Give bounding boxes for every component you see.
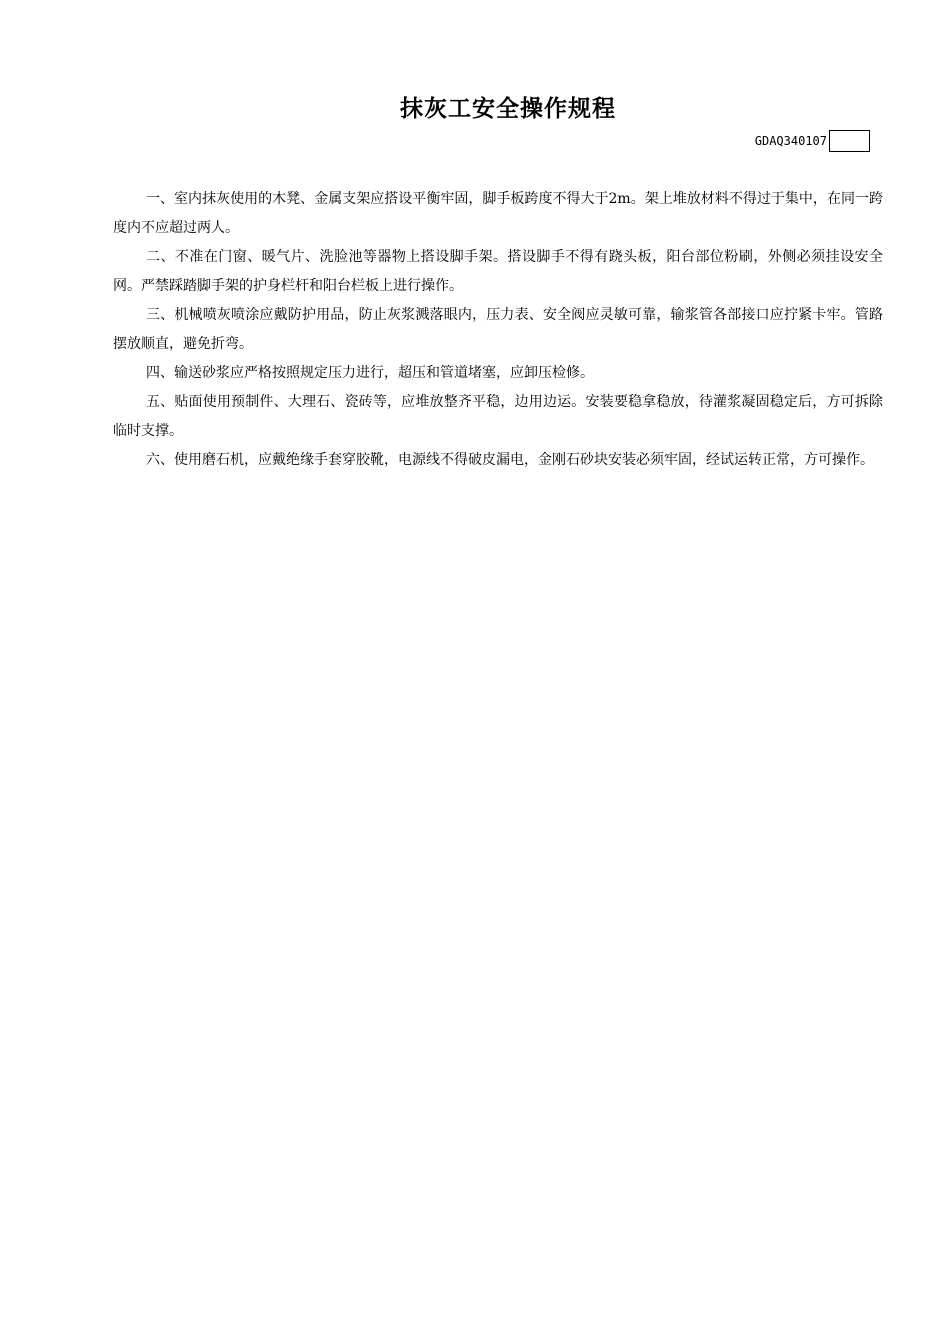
rule-paragraph-5: 五、贴面使用预制件、大理石、瓷砖等，应堆放整齐平稳，边用边运。安装要稳拿稳放，待灌浆凝固稳定后，方可拆除临时支撑。 [113, 394, 883, 439]
document-code-row [755, 130, 870, 152]
rule-paragraph-1: 一、室内抹灰使用的木凳、金属支架应搭设平衡牢固，脚手板跨度不得大于2m。架上堆放材料不得过于集中，在同一跨度内不应超过两人。 [113, 191, 883, 236]
document-title: 抹灰工安全操作规程 [400, 96, 616, 122]
rule-paragraph-2: 二、不准在门窗、暖气片、洗脸池等器物上搭设脚手架。搭设脚手不得有跷头板，阳台部位粉刷，外侧必须挂设安全网。严禁踩踏脚手架的护身栏杆和阳台栏板上进行操作。 [113, 249, 883, 294]
rule-paragraph-6: 六、使用磨石机，应戴绝缘手套穿胶靴，电源线不得破皮漏电，金刚石砂块安装必须牢固，经试运转正常，方可操作。 [146, 452, 874, 468]
document-code: GDAQ340107 [754, 134, 827, 148]
code-suffix-box [829, 130, 870, 152]
document-body [113, 185, 883, 475]
rule-paragraph-4: 四、输送砂浆应严格按照规定压力进行，超压和管道堵塞，应卸压检修。 [146, 365, 594, 381]
rule-paragraph-3: 三、机械喷灰喷涂应戴防护用品，防止灰浆溅落眼内，压力表、安全阀应灵敏可靠，输浆管各部接口应拧紧卡牢。管路摆放顺直，避免折弯。 [113, 307, 883, 352]
